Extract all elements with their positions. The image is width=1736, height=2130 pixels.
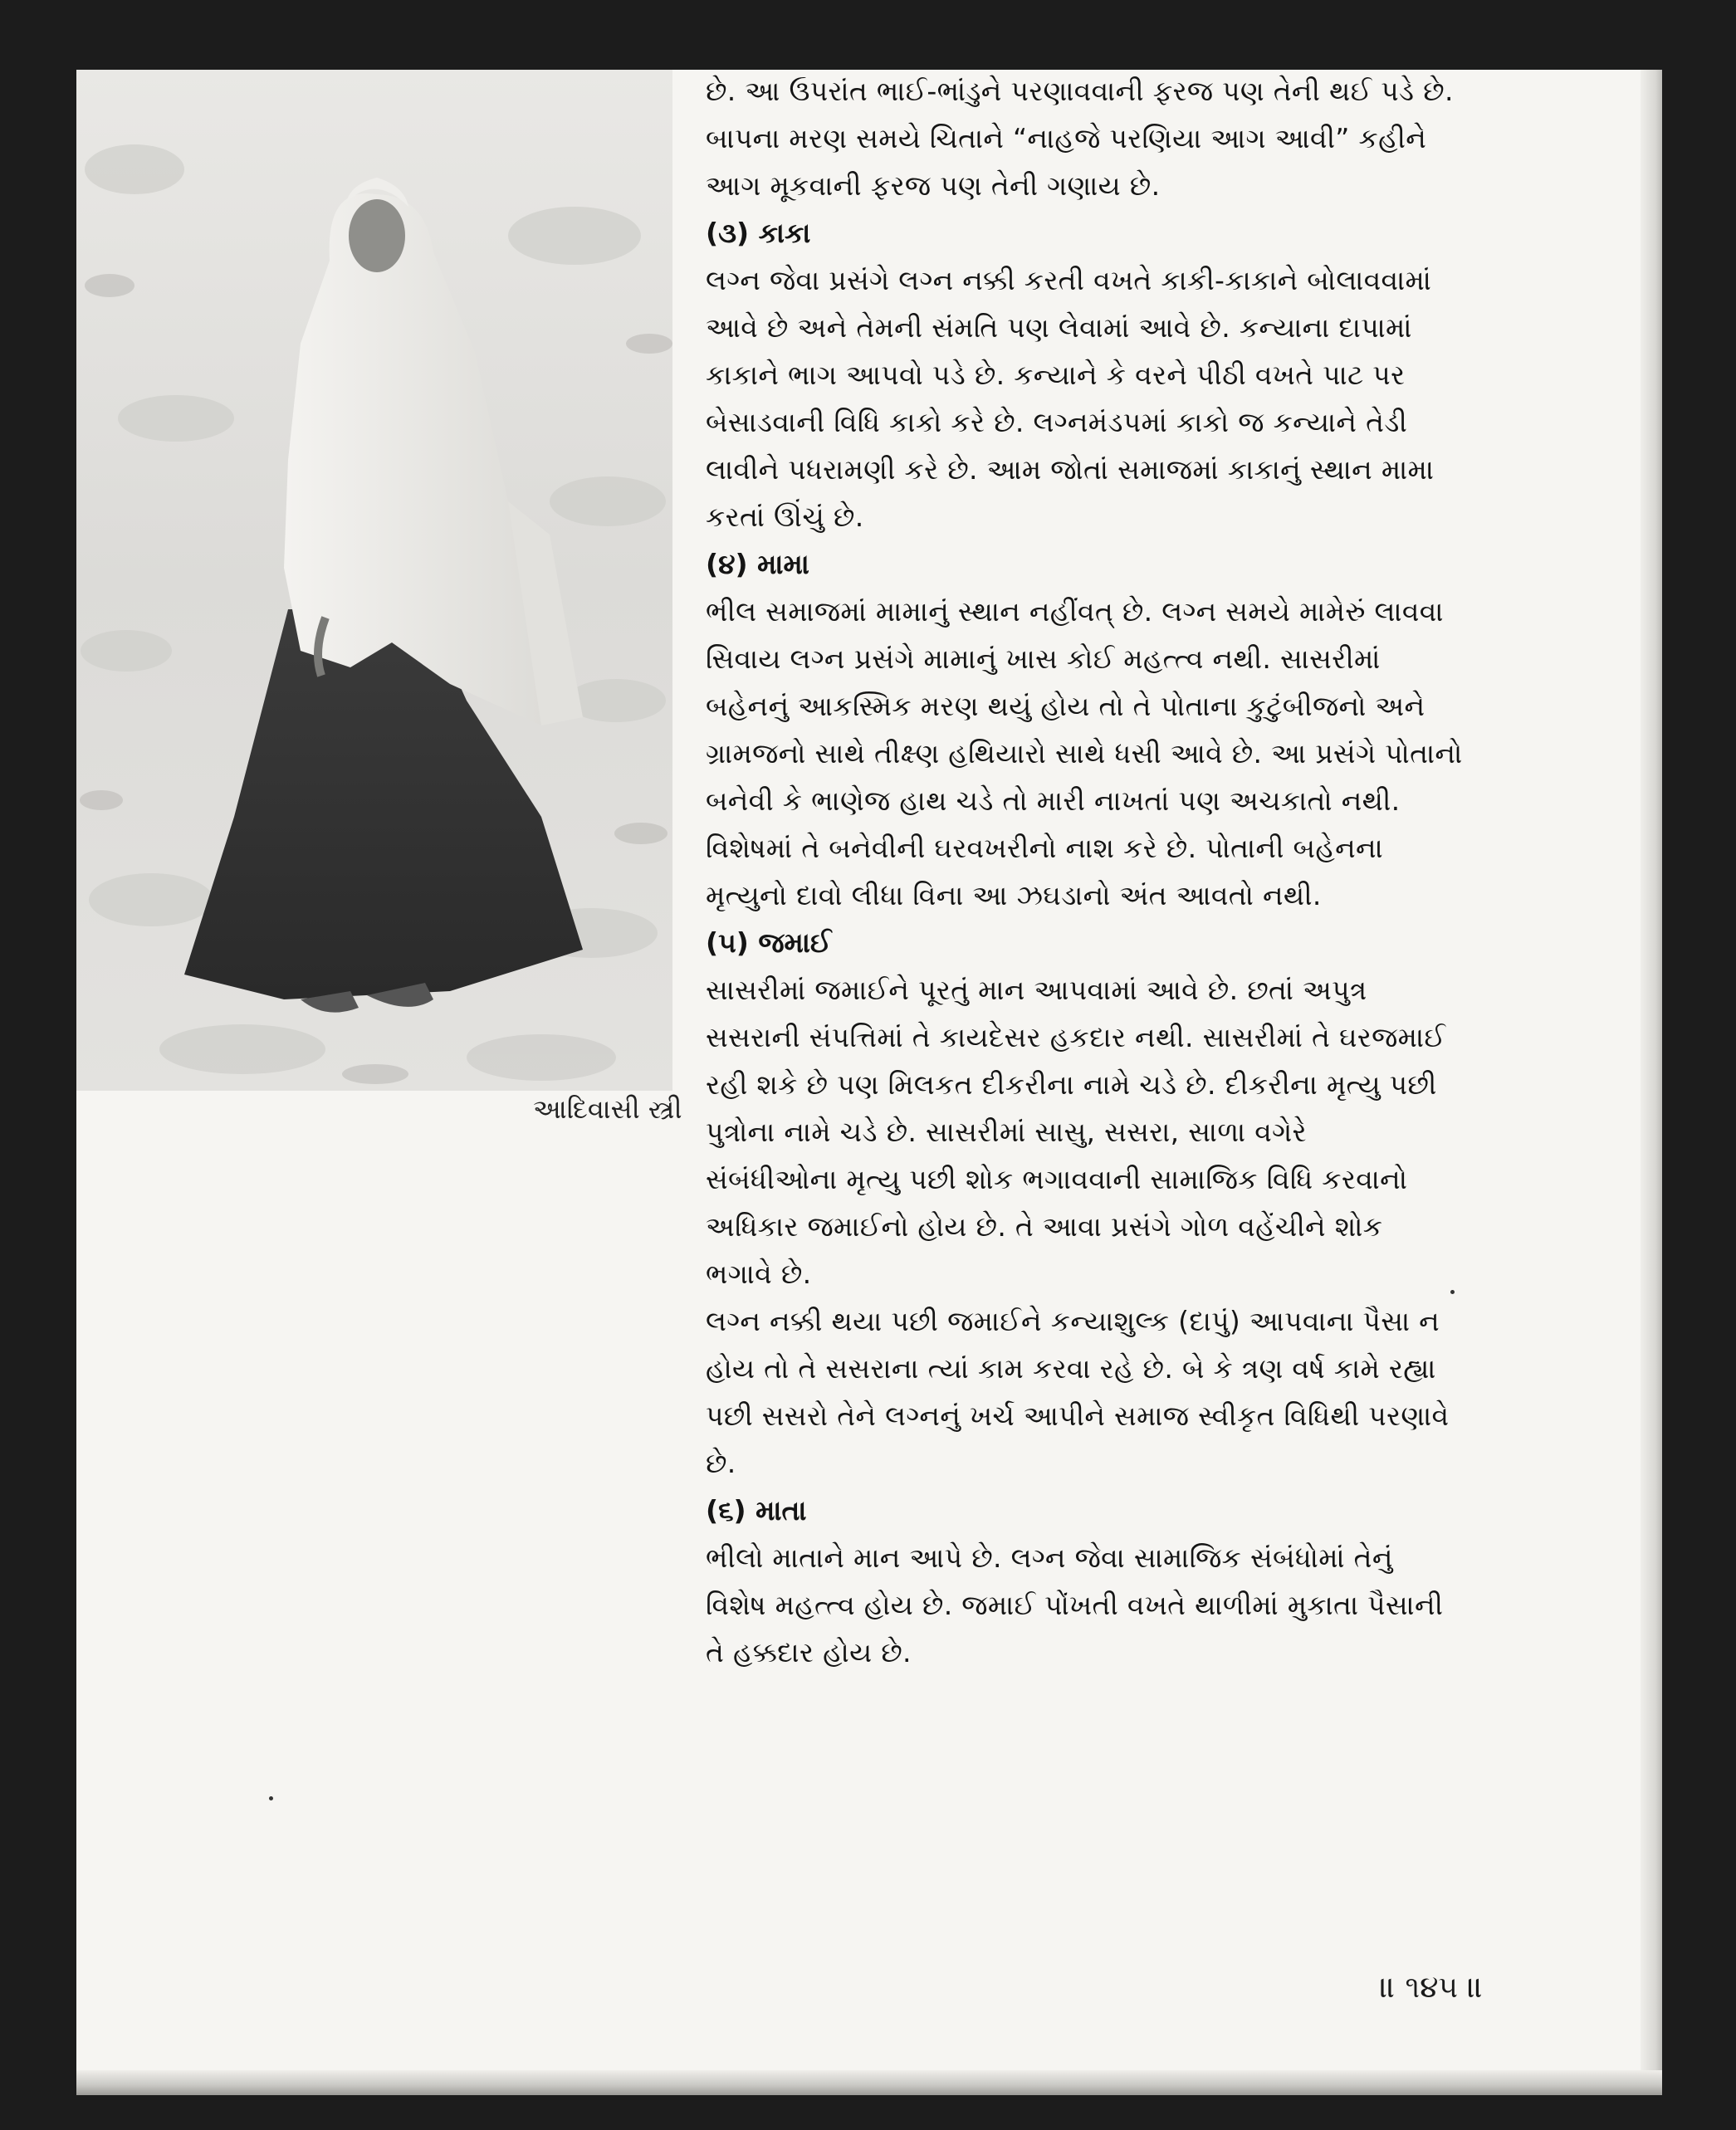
- text-line: ગ્રામજનો સાથે તીક્ષ્ણ હથિયારો સાથે ધસી આવે છે. આ પ્રસંગે પોતાનો: [706, 737, 1463, 769]
- page-edge-right: [1641, 70, 1662, 2095]
- text-line: વિશેષમાં તે બનેવીની ઘરવખરીનો નાશ કરે છે. પોતાની બહેનના: [706, 832, 1383, 864]
- text-line: પુત્રોના નામે ચડે છે. સાસરીમાં સાસુ, સસરા, સાળા વગેરે: [706, 1116, 1307, 1148]
- book-page: [76, 70, 1662, 2095]
- text-line: આગ મૂકવાની ફરજ પણ તેની ગણાય છે.: [706, 169, 1161, 202]
- paragraph: [706, 590, 1640, 921]
- section-heading: (૩) કાકા: [706, 217, 811, 249]
- text-line: વિશેષ મહત્ત્વ હોય છે. જમાઈ પોંખતી વખતે થાળીમાં મુકાતા પૈસાની: [706, 1589, 1444, 1621]
- text-line: તે હક્કદાર હોય છે.: [706, 1636, 912, 1668]
- section-heading: (૫) જમાઈ: [706, 926, 832, 959]
- text-line: લાવીને પધરામણી કરે છે. આમ જોતાં સમાજમાં કાકાનું સ્થાન મામા: [706, 453, 1435, 486]
- text-line: સંબંધીઓના મૃત્યુ પછી શોક ભગાવવાની સામાજિક વિધિ કરવાનો: [706, 1163, 1408, 1195]
- section-heading: (૪) મામા: [706, 548, 809, 580]
- text-line: અધિકાર જમાઈનો હોય છે. તે આવા પ્રસંગે ગોળ વહેંચીને શોક: [706, 1210, 1383, 1243]
- text-line: બનેવી કે ભાણેજ હાથ ચડે તો મારી નાખતાં પણ અચકાતો નથી.: [706, 784, 1401, 817]
- main-text: [706, 70, 1640, 1678]
- text-line: સાસરીમાં જમાઈને પૂરતું માન આપવામાં આવે છે. છતાં અપુત્ર: [706, 974, 1367, 1006]
- text-line: લગ્ન નક્કી થયા પછી જમાઈને કન્યાશુલ્ક (દાપું) આપવાના પૈસા ન: [706, 1305, 1440, 1337]
- speck: [269, 1796, 273, 1800]
- text-line: મૃત્યુનો દાવો લીધા વિના આ ઝઘડાનો અંત આવતો નથી.: [706, 879, 1322, 911]
- text-line: સિવાય લગ્ન પ્રસંગે મામાનું ખાસ કોઈ મહત્ત્વ નથી. સાસરીમાં: [706, 642, 1381, 675]
- text-line: સસરાની સંપત્તિમાં તે કાયદેસર હકદાર નથી. સાસરીમાં તે ઘરજમાઈ: [706, 1021, 1446, 1053]
- paragraph: [706, 70, 1640, 212]
- photo-caption: આદિવાસી સ્ત્રી: [533, 1093, 682, 1125]
- page-edge-bottom: [76, 2070, 1662, 2095]
- photo-image: [76, 70, 672, 1091]
- section-heading: (૬) માતા: [706, 1494, 807, 1527]
- text-line: છે.: [706, 1447, 736, 1479]
- text-line: કરતાં ઊંચું છે.: [706, 501, 864, 533]
- text-line: રહી શકે છે પણ મિલકત દીકરીના નામે ચડે છે. દીકરીના મૃત્યુ પછી: [706, 1068, 1437, 1101]
- text-line: બાપના મરણ સમયે ચિતાને “નાહજે પરણિયા આગ આવી” કહીને: [706, 122, 1427, 154]
- text-line: ભીલો માતાને માન આપે છે. લગ્ન જેવા સામાજિક સંબંધોમાં તેનું: [706, 1541, 1393, 1574]
- text-line: ભીલ સમાજમાં મામાનું સ્થાન નહીંવત્ છે. લગ્ન સમયે મામેરું લાવવા: [706, 595, 1444, 628]
- photo-adivasi-woman: [76, 70, 672, 1091]
- text-line: આવે છે અને તેમની સંમતિ પણ લેવામાં આવે છે. કન્યાના દાપામાં: [706, 311, 1412, 344]
- text-line: કાકાને ભાગ આપવો પડે છે. કન્યાને કે વરને પીઠી વખતે પાટ પર: [706, 359, 1406, 391]
- paragraph: [706, 259, 1640, 543]
- text-line: છે. આ ઉપરાંત ભાઈ-ભાંડુને પરણાવવાની ફરજ પણ તેની થઈ પડે છે.: [706, 75, 1454, 107]
- paragraph: [706, 1536, 1640, 1678]
- text-line: બેસાડવાની વિધિ કાકો કરે છે. લગ્નમંડપમાં કાકો જ કન્યાને તેડી: [706, 406, 1408, 438]
- text-line: ભગાવે છે.: [706, 1258, 812, 1290]
- text-line: બહેનનું આકસ્મિક મરણ થયું હોય તો તે પોતાના કુટુંબીજનો અને: [706, 690, 1425, 722]
- speck: [1450, 1290, 1455, 1294]
- paragraph: [706, 1300, 1640, 1489]
- paragraph: [706, 969, 1640, 1300]
- text-line: લગ્ન જેવા પ્રસંગે લગ્ન નક્કી કરતી વખતે કાકી-કાકાને બોલાવવામાં: [706, 264, 1432, 296]
- text-line: પછી સસરો તેને લગ્નનું ખર્ચ આપીને સમાજ સ્વીકૃત વિધિથી પરણાવે: [706, 1400, 1450, 1432]
- page-number: ॥ ૧૪૫ ॥: [1380, 1971, 1484, 2005]
- text-line: હોય તો તે સસરાના ત્યાં કામ કરવા રહે છે. બે કે ત્રણ વર્ષ કામે રહ્યા: [706, 1352, 1436, 1385]
